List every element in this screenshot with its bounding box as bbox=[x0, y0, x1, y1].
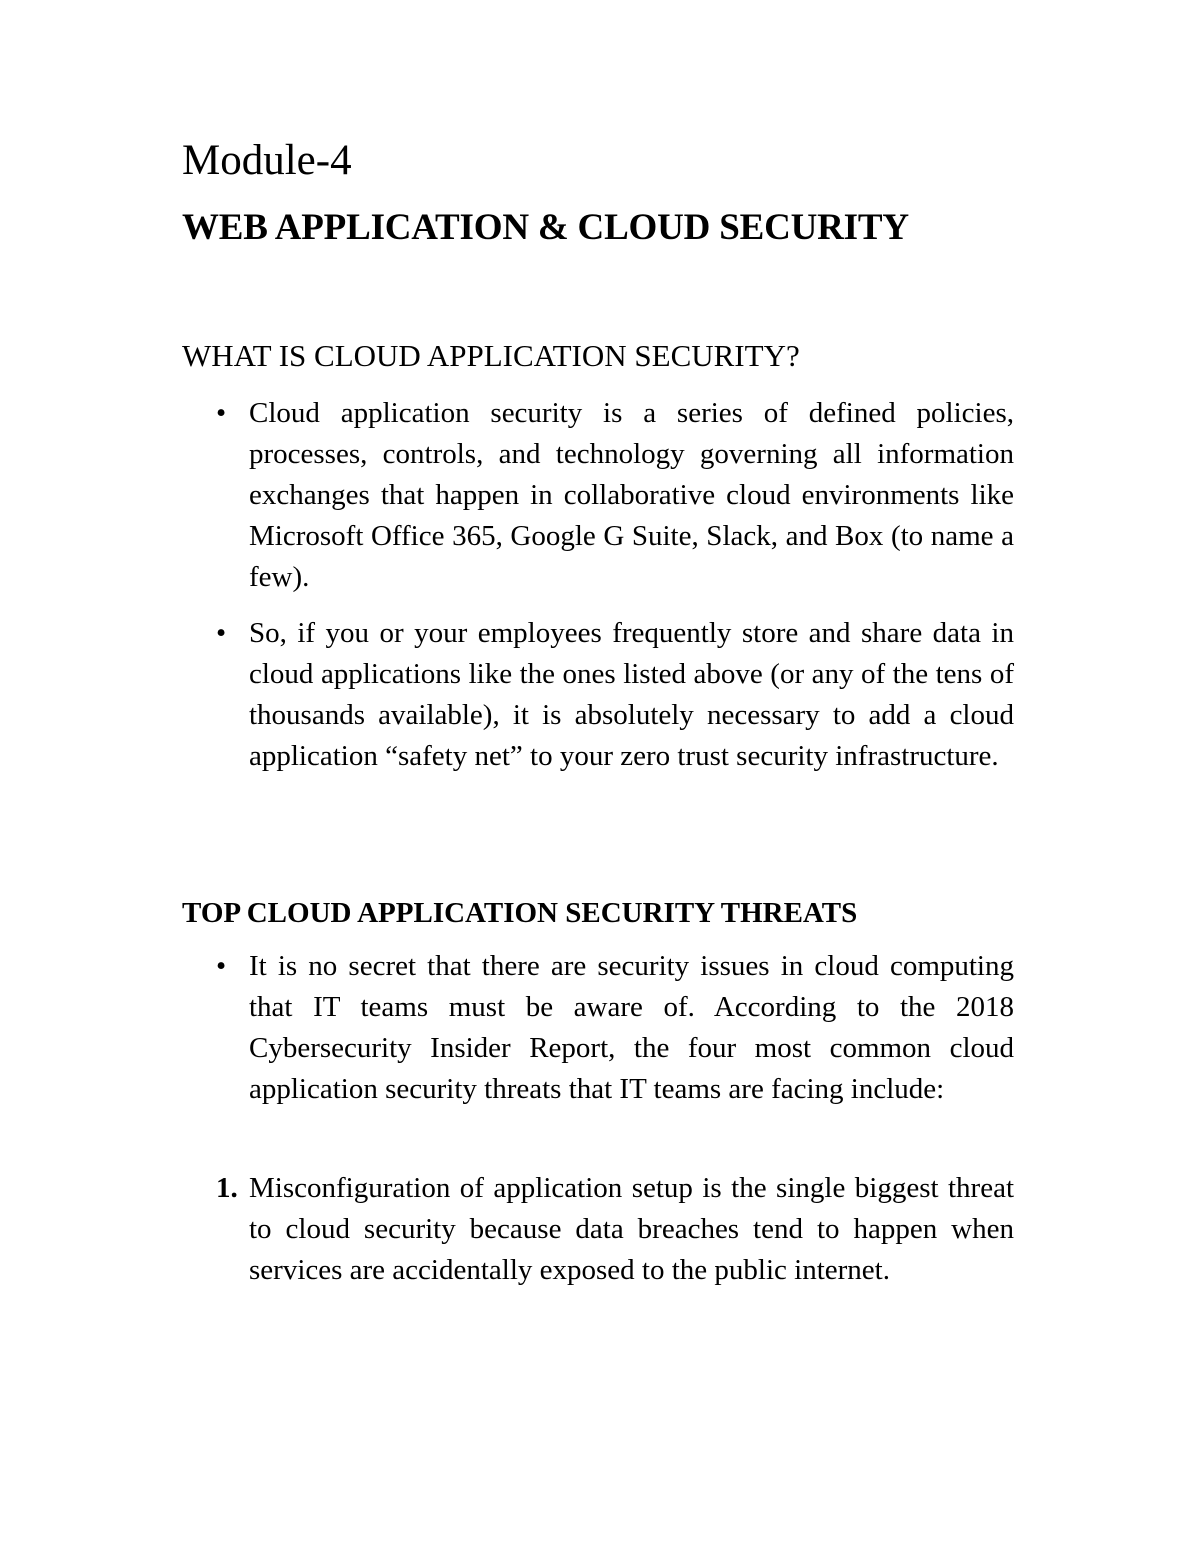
numbered-list-item bbox=[182, 1168, 1014, 1291]
module-label: Module-4 bbox=[182, 137, 352, 184]
bullet-marker: • bbox=[216, 617, 227, 649]
list-item-text: So, if you or your employees frequently store and share data in cloud applications like the ones listed above (or any of the tens of thousands available), it is absolutely necessary to add a cloud application “safety net” to your zero trust security infrastructure. bbox=[249, 617, 1014, 772]
document-title: WEB APPLICATION & CLOUD SECURITY bbox=[182, 207, 909, 248]
list-item bbox=[182, 393, 1014, 598]
bullet-marker: • bbox=[216, 397, 227, 429]
section-heading-what-is: WHAT IS CLOUD APPLICATION SECURITY? bbox=[182, 338, 800, 373]
list-item bbox=[182, 613, 1014, 777]
list-item bbox=[182, 946, 1014, 1110]
numbered-list-threats bbox=[182, 1168, 1014, 1291]
list-item-text: It is no secret that there are security issues in cloud computing that IT teams must be aware of. According to the 2018 Cybersecurity Insider Report, the four most common cloud application security threats that IT teams are facing include: bbox=[249, 950, 1014, 1105]
list-item-text: Misconfiguration of application setup is the single biggest threat to cloud security because data breaches tend to happen when services are accidentally exposed to the public internet. bbox=[249, 1172, 1014, 1286]
section-heading-threats: TOP CLOUD APPLICATION SECURITY THREATS bbox=[182, 897, 858, 929]
bullet-list-threats bbox=[182, 946, 1014, 1110]
number-marker: 1. bbox=[216, 1172, 238, 1204]
bullet-list-what-is bbox=[182, 393, 1014, 777]
list-item-text: Cloud application security is a series of defined policies, processes, controls, and technology governing all information exchanges that happen in collaborative cloud environments like Microsoft Office 365, Google G Suite, Slack, and Box (to name a few). bbox=[249, 397, 1014, 593]
bullet-marker: • bbox=[216, 950, 227, 982]
